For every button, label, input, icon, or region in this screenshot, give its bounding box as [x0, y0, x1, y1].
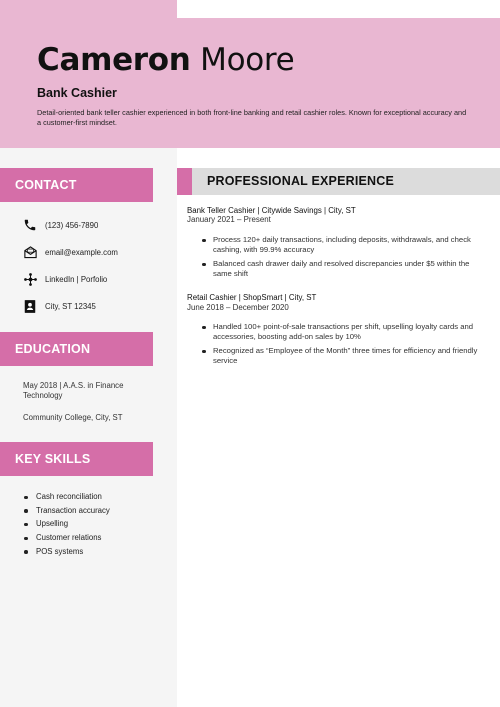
skill-item: Cash reconciliation [24, 490, 110, 504]
last-name: Moore [200, 42, 295, 78]
skills-list [24, 490, 110, 558]
skill-item: Customer relations [24, 531, 110, 545]
education-heading: EDUCATION [0, 332, 153, 366]
location-text: City, ST 12345 [45, 301, 96, 311]
candidate-name [37, 42, 294, 78]
contact-links[interactable] [22, 271, 107, 287]
skills-heading: KEY SKILLS [0, 442, 153, 476]
contact-heading: CONTACT [0, 168, 153, 202]
phone-text: (123) 456-7890 [45, 220, 99, 230]
job-title-line: Retail Cashier | ShopSmart | City, ST [187, 293, 317, 302]
job-bullet: Handled 100+ point-of-sale transactions per shift, upselling loyalty cards and accessories, boosting add-on sales by 10% [201, 322, 486, 342]
job-bullet: Process 120+ daily transactions, including deposits, withdrawals, and check cashing, with 99.9% accuracy [201, 235, 486, 255]
job-dates: January 2021 – Present [187, 215, 271, 224]
experience-heading-bar [177, 168, 500, 195]
phone-icon [22, 217, 38, 233]
job-bullets [201, 322, 486, 370]
summary-text: Detail-oriented bank teller cashier experienced in both front-line banking and retail cashier roles. Known for exceptional accuracy and a customer-first mindset. [37, 108, 467, 127]
email-icon [22, 244, 38, 260]
education-school: Community College, City, ST [23, 413, 123, 422]
contact-phone[interactable] [22, 217, 98, 233]
job-bullets [201, 235, 486, 283]
location-icon [22, 298, 38, 314]
experience-heading: PROFESSIONAL EXPERIENCE [207, 174, 395, 188]
skill-item: Upselling [24, 517, 110, 531]
contact-location[interactable] [22, 298, 96, 314]
contact-email[interactable] [22, 244, 118, 260]
first-name: Cameron [37, 42, 191, 78]
job-title-line: Bank Teller Cashier | Citywide Savings | City, ST [187, 206, 356, 215]
education-degree: May 2018 | A.A.S. in Finance Technology [23, 381, 124, 400]
links-text: LinkedIn | Porfolio [45, 274, 108, 284]
network-icon [22, 271, 38, 287]
job-bullet: Recognized as “Employee of the Month” three times for efficiency and friendly service [201, 346, 486, 366]
job-bullet: Balanced cash drawer daily and resolved discrepancies under $5 within the same shift [201, 259, 486, 279]
job-title: Bank Cashier [37, 86, 117, 100]
skill-item: Transaction accuracy [24, 504, 110, 518]
section-accent [177, 168, 192, 195]
email-text: email@example.com [45, 247, 118, 257]
header-top-strip [177, 0, 500, 18]
skill-item: POS systems [24, 545, 110, 559]
job-dates: June 2018 – December 2020 [187, 303, 289, 312]
